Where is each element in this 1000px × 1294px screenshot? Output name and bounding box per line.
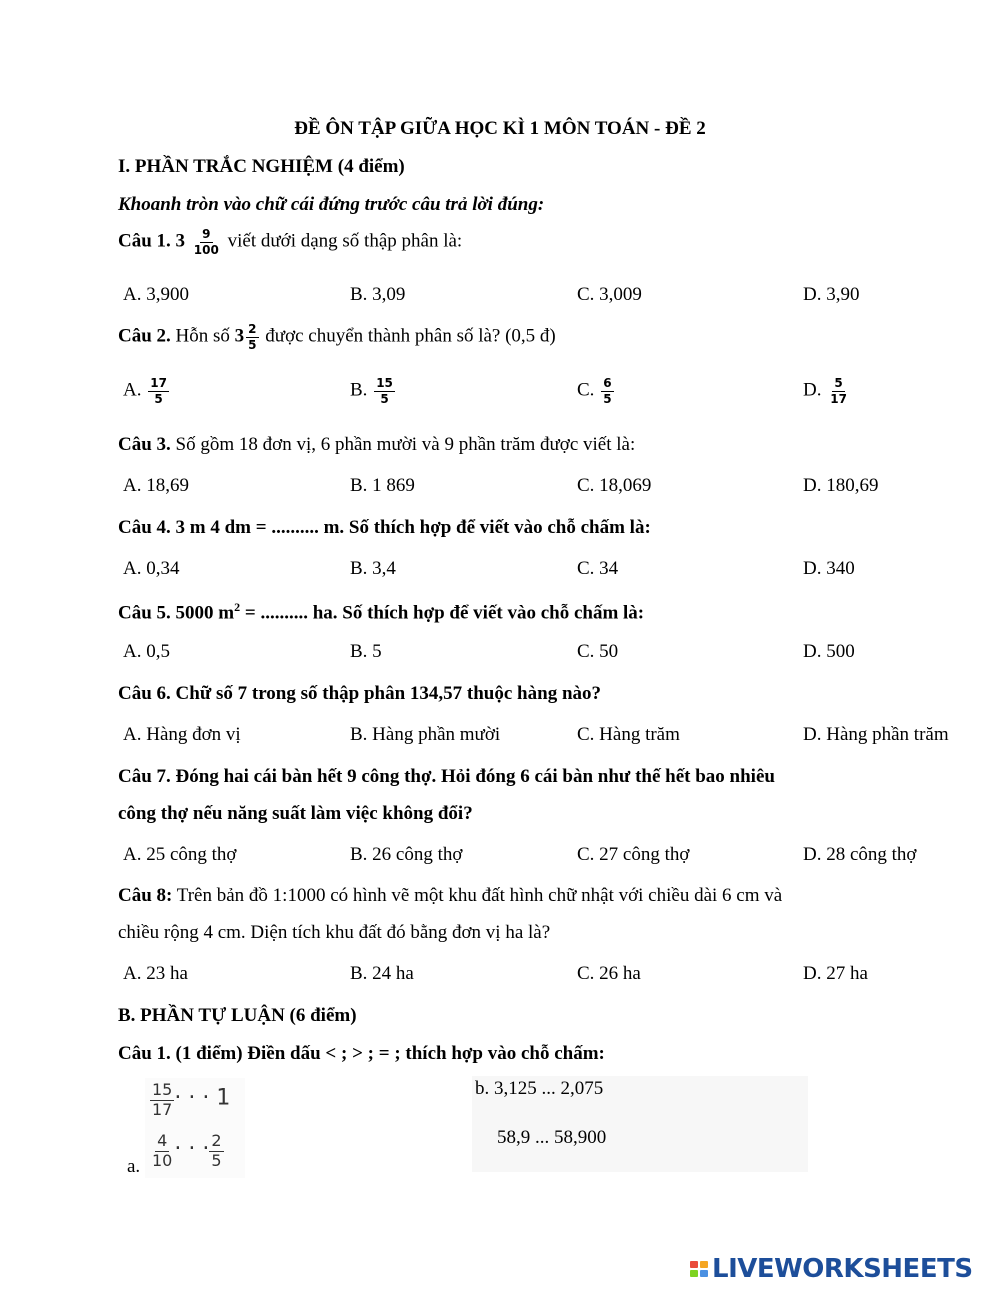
q6-option-d[interactable]: D. Hàng phần trăm — [803, 724, 949, 745]
fraction-denominator: 5 — [154, 391, 163, 406]
question-1-label: Câu 1. 3 — [118, 230, 186, 252]
q3-option-d[interactable]: D. 180,69 — [803, 475, 879, 496]
option-letter: B. — [350, 379, 368, 401]
essay-question-1: Câu 1. (1 điểm) Điền dấu < ; > ; = ; thích hợp vào chỗ chấm: — [118, 1043, 605, 1064]
q3-option-c[interactable]: C. 18,069 — [577, 475, 652, 496]
question-1-fraction — [192, 228, 221, 256]
instruction: Khoanh tròn vào chữ cái đứng trước câu trả lời đúng: — [118, 194, 545, 215]
question-2-label: Câu 2. — [118, 325, 171, 347]
question-4: Câu 4. 3 m 4 dm = .......... m. Số thích hợp để viết vào chỗ chấm là: — [118, 517, 651, 538]
comparison-dots: · · · — [174, 1136, 210, 1162]
q1-option-b[interactable]: B. 3,09 — [350, 284, 406, 305]
q2-option-a[interactable] — [123, 377, 171, 405]
fraction-numerator: 4 — [157, 1131, 168, 1150]
comparison-b2: 58,9 ... 58,900 — [497, 1127, 607, 1148]
question-8-line-2: chiều rộng 4 cm. Diện tích khu đất đó bằng đơn vị ha là? — [118, 922, 551, 943]
option-fraction — [148, 377, 169, 405]
option-fraction — [828, 377, 849, 405]
logo-square — [690, 1270, 698, 1277]
q4-option-d[interactable]: D. 340 — [803, 558, 855, 579]
q2-option-c[interactable] — [577, 377, 616, 405]
q8-option-a[interactable]: A. 23 ha — [123, 963, 188, 984]
fraction-denominator: 5 — [380, 391, 389, 406]
fraction-denominator: 17 — [830, 391, 847, 406]
comparison-a2 — [150, 1133, 224, 1170]
question-2 — [118, 323, 556, 351]
option-letter: A. — [123, 379, 142, 401]
q7-option-d[interactable]: D. 28 công thợ — [803, 844, 917, 865]
q4-option-a[interactable]: A. 0,34 — [123, 558, 180, 579]
comparison-fraction-right — [209, 1133, 223, 1170]
fraction-numerator: 17 — [150, 376, 167, 390]
question-5 — [118, 600, 644, 624]
q6-option-c[interactable]: C. Hàng trăm — [577, 724, 680, 745]
fraction-numerator: 5 — [834, 376, 843, 390]
question-3-label: Câu 3. — [118, 434, 171, 455]
q1-option-a[interactable]: A. 3,900 — [123, 284, 189, 305]
q3-option-a[interactable]: A. 18,69 — [123, 475, 189, 496]
question-7-line-1: Câu 7. Đóng hai cái bàn hết 9 công thợ. Hỏi đóng 6 cái bàn như thế hết bao nhiêu — [118, 766, 775, 787]
question-8-line-1 — [118, 885, 782, 907]
logo-square — [700, 1261, 708, 1268]
q4-option-c[interactable]: C. 34 — [577, 558, 619, 579]
q8-option-d[interactable]: D. 27 ha — [803, 963, 868, 984]
fraction-denominator: 17 — [152, 1099, 173, 1119]
question-3-text: Số gồm 18 đơn vị, 6 phần mười và 9 phần trăm được viết là: — [175, 434, 636, 455]
comparison-a1 — [150, 1082, 230, 1119]
comparison-rest: · · · 1 — [174, 1085, 231, 1111]
question-5-text-before: Câu 5. 5000 m — [118, 602, 235, 624]
fraction-denominator: 10 — [152, 1150, 173, 1170]
fraction-numerator: 9 — [202, 227, 211, 241]
logo-square — [700, 1270, 708, 1277]
liveworksheets-logo — [690, 1254, 973, 1284]
fraction-denominator: 5 — [603, 391, 612, 406]
question-8-text: Trên bản đồ 1:1000 có hình vẽ một khu đất hình chữ nhật với chiều dài 6 cm và — [176, 885, 783, 906]
q7-option-b[interactable]: B. 26 công thợ — [350, 844, 463, 865]
question-2-text-after: được chuyển thành phân số là? (0,5 đ) — [265, 325, 556, 347]
option-letter: D. — [803, 379, 822, 401]
q3-option-b[interactable]: B. 1 869 — [350, 475, 415, 496]
q2-option-b[interactable] — [350, 377, 397, 405]
page-title: ĐỀ ÔN TẬP GIỮA HỌC KÌ 1 MÔN TOÁN - ĐỀ 2 — [294, 118, 706, 139]
superscript: 2 — [234, 600, 241, 614]
question-6: Câu 6. Chữ số 7 trong số thập phân 134,57 thuộc hàng nào? — [118, 683, 602, 704]
question-1-text: viết dưới dạng số thập phân là: — [227, 230, 463, 252]
question-8-label: Câu 8: — [118, 885, 173, 906]
option-fraction — [374, 377, 395, 405]
q6-option-a[interactable]: A. Hàng đơn vị — [123, 724, 241, 745]
comparison-fraction-left — [150, 1133, 174, 1170]
section-2-heading: B. PHẦN TỰ LUẬN (6 điểm) — [118, 1005, 357, 1026]
question-1 — [118, 228, 462, 256]
q6-option-b[interactable]: B. Hàng phần mười — [350, 724, 501, 745]
mixed-number-whole: 3 — [234, 325, 245, 347]
q5-option-c[interactable]: C. 50 — [577, 641, 619, 662]
option-letter: C. — [577, 379, 595, 401]
fraction-numerator: 15 — [152, 1080, 173, 1099]
question-3 — [118, 434, 635, 456]
q1-option-d[interactable]: D. 3,90 — [803, 284, 860, 305]
question-2-fraction — [246, 323, 258, 351]
q1-option-c[interactable]: C. 3,009 — [577, 284, 642, 305]
fraction-numerator: 15 — [376, 376, 393, 390]
q8-option-c[interactable]: C. 26 ha — [577, 963, 641, 984]
comparison-b1: b. 3,125 ... 2,075 — [475, 1078, 604, 1099]
q7-option-c[interactable]: C. 27 công thợ — [577, 844, 690, 865]
logo-icon — [690, 1261, 708, 1277]
comparison-fraction — [150, 1082, 174, 1119]
q8-option-b[interactable]: B. 24 ha — [350, 963, 414, 984]
q4-option-b[interactable]: B. 3,4 — [350, 558, 396, 579]
fraction-denominator: 5 — [211, 1150, 222, 1170]
question-2-text-before: Hỗn số — [175, 325, 230, 347]
part-a-label: a. — [127, 1156, 141, 1177]
question-7-line-2: công thợ nếu năng suất làm việc không đổi? — [118, 803, 473, 824]
q5-option-a[interactable]: A. 0,5 — [123, 641, 170, 662]
fraction-numerator: 6 — [603, 376, 612, 390]
question-5-text-after: = .......... ha. Số thích hợp để viết vào chỗ chấm là: — [240, 602, 645, 624]
fraction-denominator: 5 — [248, 337, 257, 352]
logo-text: LIVEWORKSHEETS — [712, 1254, 973, 1284]
logo-square — [690, 1261, 698, 1268]
fraction-numerator: 2 — [248, 322, 257, 336]
q5-option-d[interactable]: D. 500 — [803, 641, 855, 662]
q7-option-a[interactable]: A. 25 công thợ — [123, 844, 237, 865]
section-1-heading: I. PHẦN TRẮC NGHIỆM (4 điểm) — [118, 156, 405, 177]
q5-option-b[interactable]: B. 5 — [350, 641, 382, 662]
q2-option-d[interactable] — [803, 377, 851, 405]
option-fraction — [601, 377, 613, 405]
fraction-numerator: 2 — [211, 1131, 222, 1150]
fraction-denominator: 100 — [193, 242, 219, 257]
